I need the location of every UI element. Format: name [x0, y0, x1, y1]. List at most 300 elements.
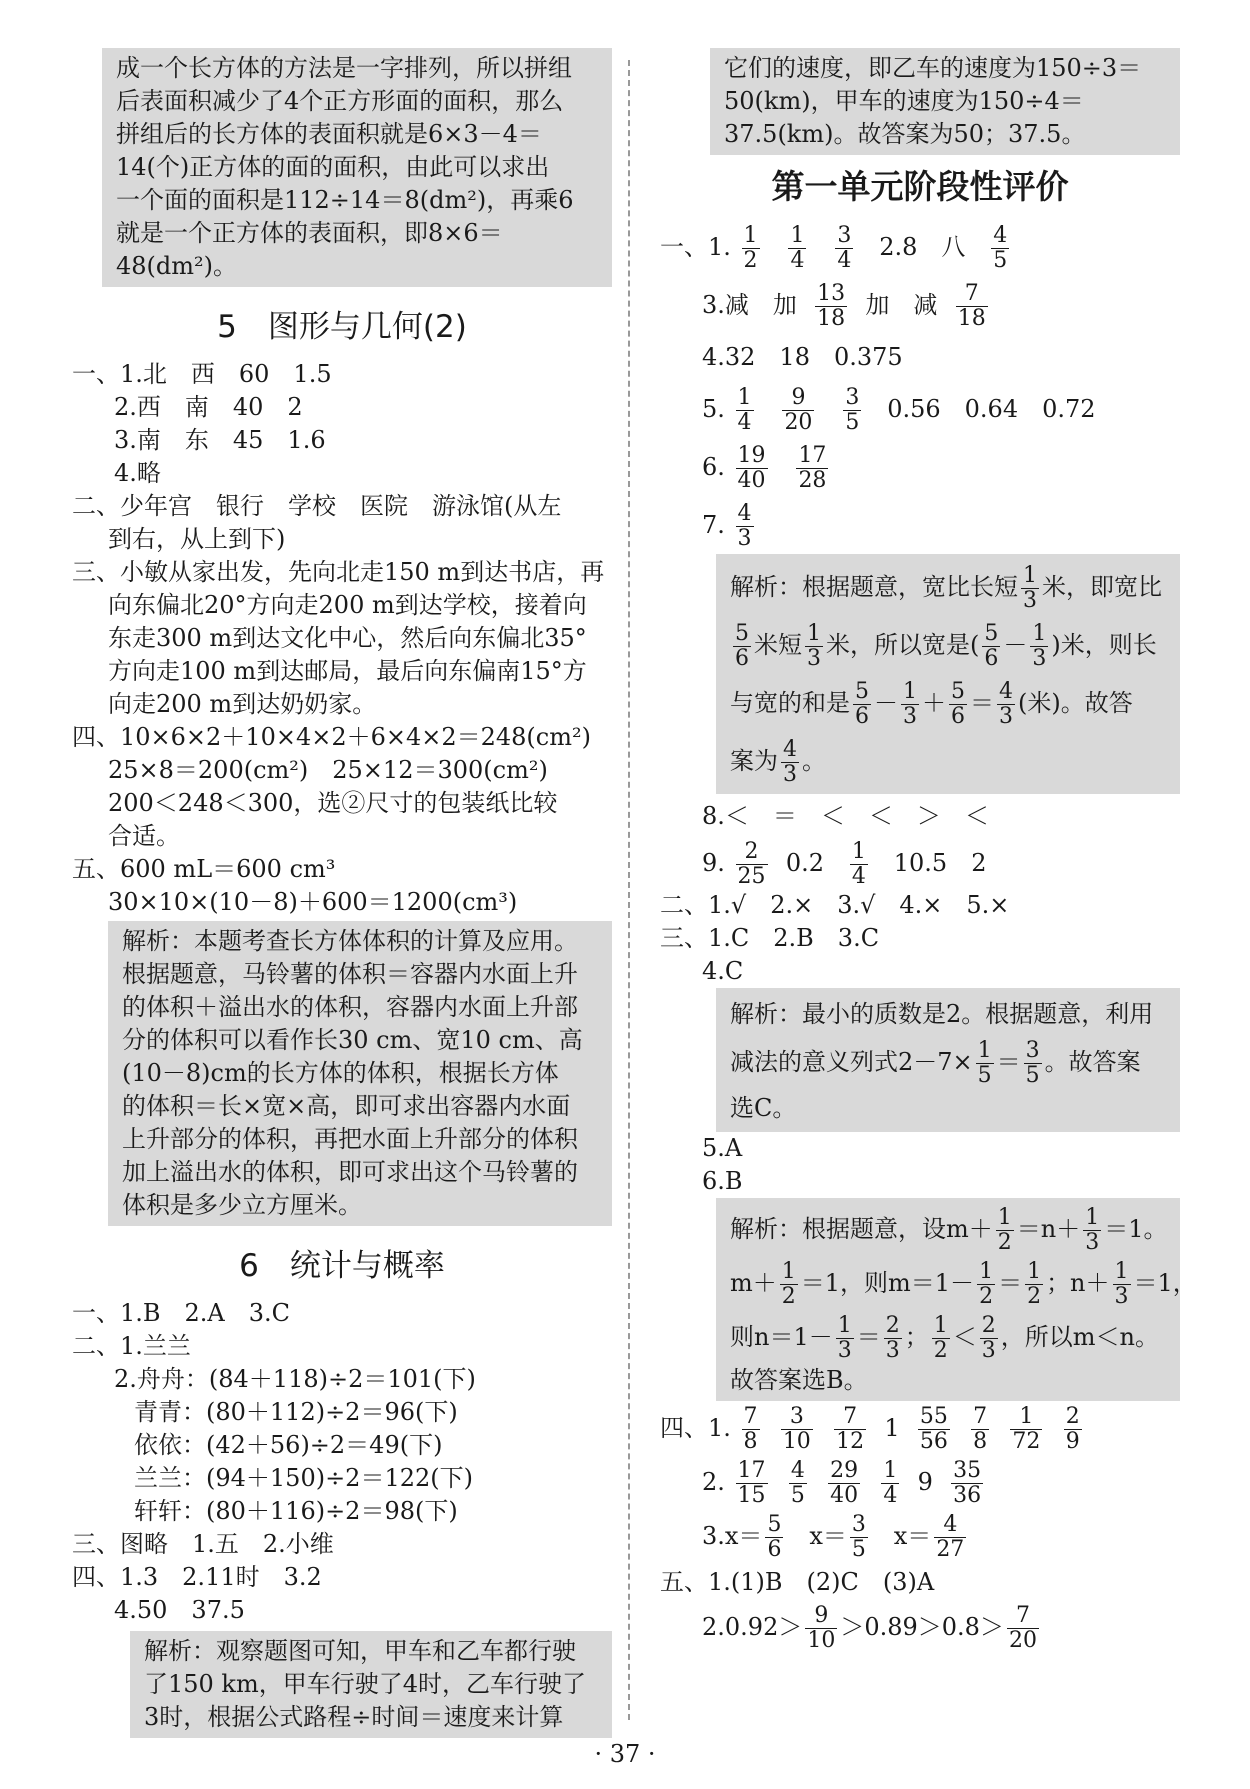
text-line: 加上溢出水的体积，即可求出这个马铃薯的: [122, 1158, 578, 1186]
numerator: 17: [798, 443, 827, 468]
answer-line: 兰兰：(94＋150)÷2＝122(下): [134, 1464, 473, 1492]
denominator: 4: [790, 248, 805, 273]
fraction: [742, 1405, 760, 1454]
denominator: 3: [885, 1338, 900, 1363]
denominator: 3: [1114, 1284, 1129, 1309]
numerator: 2: [981, 1313, 996, 1338]
denominator: 15: [737, 1483, 766, 1508]
text-line: 50(km)，甲车的速度为150÷4＝: [724, 87, 1084, 115]
text-line: 一个面的面积是112÷14＝8(dm²)，再乘6: [116, 186, 574, 214]
denominator: 6: [767, 1537, 782, 1562]
denominator: 4: [737, 410, 752, 435]
text-line: [730, 1202, 1170, 1256]
denominator: 36: [953, 1483, 982, 1508]
fraction: [956, 282, 988, 331]
answer-line: 4.略: [114, 459, 161, 487]
text: 案为: [730, 747, 778, 775]
answer-line: 2.西 南 40 2: [114, 393, 303, 421]
answer-text: 加 减: [865, 291, 938, 319]
denominator: 9: [1065, 1429, 1080, 1454]
denominator: 2: [997, 1230, 1012, 1255]
fraction: [982, 622, 1000, 671]
solution-box-3: [130, 1631, 612, 1738]
numerator: 55: [919, 1404, 948, 1429]
answer-label: 2.0.92＞: [702, 1613, 803, 1641]
fraction: [781, 1405, 813, 1454]
text-line: [730, 1310, 1170, 1364]
fraction: [1021, 564, 1039, 613]
answer-line: 轩轩：(80＋116)÷2＝98(下): [134, 1497, 458, 1525]
text-line: 上升部分的体积，再把水面上升部分的体积: [122, 1125, 578, 1153]
text: 与宽的和是: [730, 689, 850, 717]
numerator: 1: [837, 1313, 852, 1338]
unit-evaluation-title: 第一单元阶段性评价: [771, 167, 1069, 206]
answer-text: ＞0.89＞0.8＞: [840, 1613, 1004, 1641]
fraction: [796, 444, 828, 493]
answer-text: 10.5 2: [893, 849, 987, 877]
fraction: [977, 1260, 995, 1309]
text: 米短: [754, 631, 802, 659]
numerator: 4: [999, 679, 1013, 704]
text-line: [730, 616, 1170, 674]
text: ＝: [856, 1323, 881, 1351]
answer-text: x＝: [809, 1522, 847, 1550]
text: 则n＝1－: [730, 1323, 833, 1351]
answer-label: 5.: [702, 395, 725, 423]
numerator: 2: [736, 840, 768, 865]
numerator: 1: [790, 223, 805, 248]
fraction: [918, 1405, 950, 1454]
answer-line: 三、1.C 2.B 3.C: [660, 924, 880, 952]
answer-line: 依依：(42＋56)÷2＝49(下): [134, 1431, 443, 1459]
text-line: 分的体积可以看作长30 cm、宽10 cm、高: [122, 1026, 583, 1054]
column-divider: [628, 60, 630, 1720]
section-6-answers: [72, 1297, 612, 1627]
fraction: [881, 1459, 899, 1508]
fraction: [1010, 1405, 1042, 1454]
fraction: [742, 224, 760, 273]
answer-line: [660, 838, 1180, 889]
fraction: [991, 224, 1009, 273]
answer-line: 200＜248＜300，选②尺寸的包装纸比较: [108, 789, 558, 817]
answer-line: 5.A: [702, 1134, 743, 1162]
denominator: 3: [737, 526, 752, 551]
solution-box-2: [108, 921, 612, 1226]
fraction: [781, 738, 799, 787]
numerator: 1: [737, 385, 752, 410]
answer-label: 7.: [702, 511, 725, 539]
answer-text: x＝: [893, 1522, 932, 1550]
text: 。: [802, 747, 826, 775]
answer-line: 一、1.B 2.A 3.C: [72, 1299, 291, 1327]
answer-line: 三、小敏从家出发，先向北走150 m到达书店，再: [72, 558, 605, 586]
text: m＋: [730, 1269, 777, 1297]
fraction: [980, 1314, 998, 1363]
text-line: 解析：观察题图可知，甲车和乙车都行驶: [144, 1637, 576, 1665]
numerator: 4: [783, 737, 797, 762]
numerator: 3: [845, 385, 860, 410]
text-line: 3时，根据公式路程÷时间＝速度来计算: [144, 1703, 564, 1731]
answer-text: 0.56 0.64 0.72: [887, 395, 1096, 423]
numerator: 4: [934, 1513, 966, 1538]
numerator: 35: [953, 1458, 982, 1483]
numerator: 4: [993, 223, 1008, 248]
numerator: 1: [1032, 621, 1047, 646]
numerator: 1: [1010, 1405, 1042, 1430]
numerator: 7: [973, 1404, 988, 1429]
text: (米)。故答: [1018, 689, 1133, 717]
text: 解析：根据题意，宽比长短: [730, 573, 1018, 601]
text-line: 体积是多少立方厘米。: [122, 1191, 362, 1219]
text-line: 解析：最小的质数是2。根据题意，利用: [730, 1000, 1154, 1028]
numerator: 2: [885, 1313, 900, 1338]
denominator: 5: [845, 410, 860, 435]
section-5-answers: [72, 358, 612, 919]
answer-line: 30×10×(10－8)＋600＝1200(cm³): [108, 888, 518, 916]
answer-line: 一、1.北 西 60 1.5: [72, 360, 332, 388]
answer-line: 向东偏北20°方向走200 m到达学校，接着向: [108, 591, 587, 619]
text-line: (10－8)cm的长方体的体积，根据长方体: [122, 1059, 559, 1087]
text: ＝1，: [1133, 1269, 1197, 1297]
denominator: 3: [1085, 1230, 1100, 1255]
text-line: 它们的速度，即乙车的速度为150÷3＝: [724, 54, 1142, 82]
answer-line: 五、1.(1)B (2)C (3)A: [660, 1568, 935, 1596]
numerator: 4: [737, 501, 752, 526]
denominator: 4: [851, 864, 866, 889]
answer-line: 2.舟舟：(84＋118)÷2＝101(下): [114, 1365, 476, 1393]
text-line: 37.5(km)。故答案为50；37.5。: [724, 120, 1086, 148]
fraction: [805, 1604, 837, 1653]
denominator: 25: [737, 864, 766, 889]
fraction: [836, 1314, 854, 1363]
answer-line: [660, 438, 1180, 496]
answer-line: 四、10×6×2＋10×4×2＋6×4×2＝248(cm²): [72, 723, 591, 751]
numerator: 3: [1025, 1038, 1040, 1063]
denominator: 3: [807, 646, 821, 671]
answer-line: 方向走100 m到达邮局，最后向东偏南15°方: [108, 657, 587, 685]
fraction: [949, 680, 967, 729]
text-line: [730, 1256, 1197, 1310]
numerator: 1: [1027, 1259, 1042, 1284]
fraction: [951, 1459, 983, 1508]
fraction: [1024, 1039, 1042, 1088]
fraction: [1113, 1260, 1131, 1309]
text: 米，所以宽是(: [826, 631, 980, 659]
text: －: [1003, 631, 1028, 659]
answer-line: 四、1.3 2.11时 3.2: [72, 1563, 322, 1591]
numerator: 9: [782, 386, 814, 411]
numerator: 3: [781, 1405, 813, 1430]
numerator: 5: [855, 679, 869, 704]
fraction: [1064, 1405, 1082, 1454]
fraction: [1025, 1260, 1043, 1309]
numerator: 5: [951, 679, 965, 704]
numerator: 29: [830, 1458, 859, 1483]
denominator: 3: [981, 1338, 996, 1363]
answer-line: 4.32 18 0.375: [702, 343, 903, 371]
denominator: 20: [1008, 1628, 1037, 1653]
fraction: [1007, 1604, 1039, 1653]
text: ＝1，则m＝1－: [800, 1269, 975, 1297]
fraction: [1030, 622, 1048, 671]
answer-line: 东走300 m到达文化中心，然后向东偏北35°: [108, 624, 587, 652]
fraction: [971, 1405, 989, 1454]
fraction: [788, 224, 806, 273]
denominator: 10: [782, 1429, 811, 1454]
answer-label: 3.减 加: [702, 291, 797, 319]
answer-line: [660, 1455, 1180, 1509]
text-line: 选C。: [730, 1094, 797, 1122]
answer-line: 二、1.√ 2.× 3.√ 4.× 5.×: [660, 891, 1010, 919]
denominator: 27: [936, 1537, 965, 1562]
answer-line: 三、图略 1.五 2.小维: [72, 1530, 334, 1558]
fraction: [843, 386, 861, 435]
numerator: 1: [851, 839, 866, 864]
fraction: [789, 1459, 807, 1508]
text: ＝: [970, 689, 994, 717]
text: －: [874, 689, 898, 717]
text: 减法的意义列式2－7×: [730, 1048, 973, 1076]
text: ＋: [922, 689, 946, 717]
denominator: 3: [1023, 588, 1037, 613]
denominator: 6: [735, 646, 749, 671]
answer-label: 一、1.: [660, 233, 731, 261]
text-line: 48(dm²)。: [116, 252, 238, 280]
denominator: 56: [919, 1429, 948, 1454]
part-one: [660, 218, 1180, 889]
fraction: [934, 1513, 966, 1562]
text: ＜: [952, 1323, 977, 1351]
denominator: 4: [883, 1483, 898, 1508]
denominator: 72: [1012, 1429, 1041, 1454]
text-line: [730, 1036, 1170, 1088]
text-line: 解析：本题考查长方体体积的计算及应用。: [122, 927, 578, 955]
answer-text: 2.8 八: [879, 233, 966, 261]
numerator: 2: [1065, 1404, 1080, 1429]
solution-box-4: [716, 988, 1180, 1132]
solution-box-7: [716, 554, 1180, 794]
solution-box-6: [716, 1198, 1197, 1401]
numerator: 1: [807, 621, 821, 646]
denominator: 4: [837, 248, 852, 273]
text-line: 成一个长方体的方法是一字排列，所以拼组: [116, 54, 572, 82]
fraction: [780, 1260, 798, 1309]
numerator: 5: [984, 621, 999, 646]
answer-line: 6.B: [702, 1167, 743, 1195]
answer-label: 6.: [702, 453, 725, 481]
answer-line: 4.C: [702, 957, 744, 985]
numerator: 1: [1085, 1205, 1100, 1230]
numerator: 1: [781, 1259, 796, 1284]
denominator: 40: [737, 468, 766, 493]
denominator: 3: [903, 704, 917, 729]
text: ；: [904, 1323, 929, 1351]
answer-label: 3.x＝: [702, 1522, 763, 1550]
answer-line: [660, 1509, 1180, 1563]
numerator: 1: [903, 679, 917, 704]
solution-box-1: [102, 48, 612, 287]
denominator: 10: [807, 1628, 836, 1653]
text-line: 就是一个正方体的表面积，即8×6＝: [116, 219, 503, 247]
right-column: [660, 48, 1197, 1653]
text-line: 的体积＝长×宽×高，即可求出容器内水面: [122, 1092, 571, 1120]
answer-line: 3.南 东 45 1.6: [114, 426, 326, 454]
numerator: 5: [735, 621, 749, 646]
answer-text: 0.2: [785, 849, 824, 877]
denominator: 6: [855, 704, 869, 729]
text: ；n＋: [1046, 1269, 1110, 1297]
denominator: 12: [836, 1429, 865, 1454]
numerator: 1: [977, 1038, 992, 1063]
fraction: [834, 1405, 866, 1454]
text-line: 的体积＋溢出水的体积，容器内水面上升部: [122, 993, 578, 1021]
numerator: 7: [956, 282, 988, 307]
answer-line: [660, 276, 1180, 334]
fraction: [805, 622, 823, 671]
text: ，所以m＜n。: [1000, 1323, 1159, 1351]
numerator: 1: [1023, 563, 1037, 588]
text-line: [730, 732, 1170, 790]
numerator: 19: [737, 443, 766, 468]
text: ＝n＋: [1016, 1215, 1081, 1243]
denominator: 5: [977, 1063, 992, 1088]
denominator: 3: [783, 762, 797, 787]
fraction: [736, 444, 768, 493]
denominator: 20: [784, 410, 813, 435]
answer-line: 合适。: [108, 822, 180, 850]
denominator: 5: [790, 1483, 805, 1508]
numerator: 17: [737, 1458, 766, 1483]
answer-line: [660, 496, 1180, 554]
fraction: [997, 680, 1015, 729]
text: 解析：根据题意，设m＋: [730, 1215, 993, 1243]
numerator: 1: [1114, 1259, 1129, 1284]
text: ＝: [996, 1048, 1021, 1076]
answer-line: 到右，从上到下): [108, 525, 286, 553]
fraction: [976, 1039, 994, 1088]
fraction: [884, 1314, 902, 1363]
answer-line: 二、1.兰兰: [72, 1332, 191, 1360]
numerator: 1: [979, 1259, 994, 1284]
text: 。故答案: [1044, 1048, 1141, 1076]
section-title-5: 5 图形与几何(2): [217, 309, 467, 345]
text: 米，即宽比: [1042, 573, 1162, 601]
numerator: 4: [790, 1458, 805, 1483]
fraction: [736, 1459, 768, 1508]
numerator: 7: [743, 1404, 758, 1429]
fraction: [835, 224, 853, 273]
answer-line: [660, 218, 1180, 276]
text-line: 根据题意，马铃薯的体积＝容器内水面上升: [122, 960, 578, 988]
denominator: 5: [1025, 1063, 1040, 1088]
answer-line: [660, 1401, 1180, 1455]
text: )米，则长: [1051, 631, 1157, 659]
denominator: 5: [993, 248, 1008, 273]
fraction: [782, 386, 814, 435]
denominator: 6: [984, 646, 999, 671]
fraction: [996, 1206, 1014, 1255]
left-column: [72, 48, 612, 1738]
text: ＝: [998, 1269, 1023, 1297]
fraction: [932, 1314, 950, 1363]
fraction: [733, 622, 751, 671]
answer-line: 五、600 mL＝600 cm³: [72, 855, 336, 883]
text-line: 14(个)正方体的面的面积，由此可以求出: [116, 153, 550, 181]
denominator: 18: [817, 306, 846, 331]
denominator: 2: [781, 1284, 796, 1309]
denominator: 18: [957, 306, 986, 331]
denominator: 40: [830, 1483, 859, 1508]
numerator: 1: [997, 1205, 1012, 1230]
answer-line: 8.＜ ＝ ＜ ＜ ＞ ＜: [702, 802, 989, 830]
answer-label: 2.: [702, 1468, 725, 1496]
answer-line: [660, 1601, 1180, 1653]
fraction: [901, 680, 919, 729]
numerator: 1: [883, 1458, 898, 1483]
answer-line: 二、少年宫 银行 学校 医院 游泳馆(从左: [72, 492, 562, 520]
answer-line: 4.50 37.5: [114, 1596, 245, 1624]
numerator: 1: [933, 1313, 948, 1338]
answer-label: 9.: [702, 849, 725, 877]
fraction: [828, 1459, 860, 1508]
text-line: 后表面积减少了4个正方形面的面积，那么: [116, 87, 564, 115]
denominator: 2: [743, 248, 758, 273]
text-line: 故答案选B。: [730, 1366, 868, 1394]
denominator: 5: [851, 1537, 866, 1562]
answer-line: [660, 380, 1180, 438]
fraction: [1083, 1206, 1101, 1255]
denominator: 2: [1027, 1284, 1042, 1309]
text: ＝1。: [1104, 1215, 1168, 1243]
numerator: 1: [743, 223, 758, 248]
text-line: 拼组后的长方体的表面积就是6×3－4＝: [116, 120, 542, 148]
answer-line: 向走200 m到达奶奶家。: [108, 690, 377, 718]
answer-label: 四、1.: [660, 1414, 731, 1442]
denominator: 8: [743, 1429, 758, 1454]
numerator: 3: [851, 1512, 866, 1537]
denominator: 3: [1032, 646, 1047, 671]
answer-line: 青青：(80＋112)÷2＝96(下): [134, 1398, 458, 1426]
fraction: [765, 1513, 783, 1562]
fraction: [736, 386, 754, 435]
text-line: [730, 674, 1170, 732]
denominator: 8: [973, 1429, 988, 1454]
denominator: 6: [951, 704, 965, 729]
denominator: 3: [837, 1338, 852, 1363]
numerator: 5: [767, 1512, 782, 1537]
numerator: 7: [1007, 1604, 1039, 1629]
text-line: 了150 km，甲车行驶了4时，乙车行驶了: [144, 1670, 587, 1698]
answer-line: 25×8＝200(cm²) 25×12＝300(cm²): [108, 756, 548, 784]
fraction: [736, 502, 754, 551]
answer-text: 1: [884, 1414, 900, 1442]
answer-text: 9: [917, 1468, 933, 1496]
denominator: 2: [979, 1284, 994, 1309]
fraction: [853, 680, 871, 729]
denominator: 2: [933, 1338, 948, 1363]
text-line: [730, 558, 1170, 616]
section-title-6: 6 统计与概率: [239, 1248, 445, 1284]
fraction: [736, 840, 768, 889]
fraction: [815, 282, 847, 331]
numerator: 13: [817, 281, 846, 306]
fraction: [850, 840, 868, 889]
page-number: · 37 ·: [594, 1740, 656, 1768]
fraction: [850, 1513, 868, 1562]
numerator: 7: [834, 1405, 866, 1430]
denominator: 28: [798, 468, 827, 493]
numerator: 9: [805, 1604, 837, 1629]
